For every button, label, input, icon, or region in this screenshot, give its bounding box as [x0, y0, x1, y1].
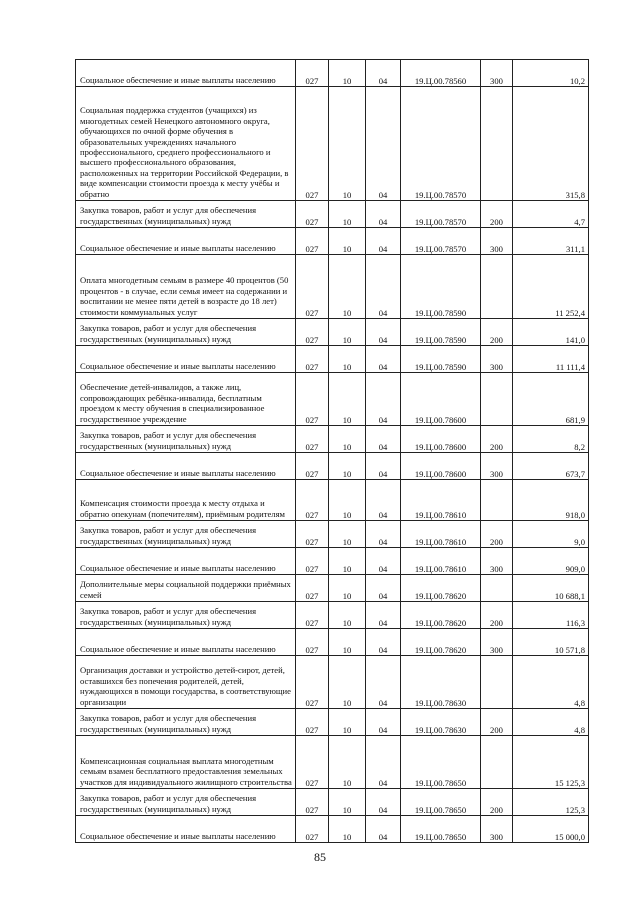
row-section-code: 10: [329, 228, 366, 255]
row-target-article: 19.Ц.00.78600: [401, 453, 481, 480]
row-section-code: 10: [329, 789, 366, 816]
row-expense-type: [481, 373, 513, 426]
row-ved-code: 027: [296, 602, 329, 629]
row-expense-type: 300: [481, 346, 513, 373]
row-amount: 11 111,4: [513, 346, 589, 373]
row-name: Социальное обеспечение и иные выплаты населению: [76, 629, 296, 656]
row-section-code: 10: [329, 346, 366, 373]
row-subsection-code: 04: [366, 255, 401, 319]
row-name: Закупка товаров, работ и услуг для обеспечения государственных (муниципальных) нужд: [76, 319, 296, 346]
row-subsection-code: 04: [366, 373, 401, 426]
row-name: Компенсация стоимости проезда к месту отдыха и обратно опекунам (попечителям), приёмным родителям: [76, 480, 296, 521]
row-subsection-code: 04: [366, 602, 401, 629]
row-section-code: 10: [329, 602, 366, 629]
table-row: [76, 346, 589, 373]
row-ved-code: 027: [296, 453, 329, 480]
row-section-code: 10: [329, 319, 366, 346]
row-amount: 125,3: [513, 789, 589, 816]
row-section-code: 10: [329, 629, 366, 656]
row-ved-code: 027: [296, 548, 329, 575]
row-target-article: 19.Ц.00.78650: [401, 816, 481, 843]
row-section-code: 10: [329, 60, 366, 87]
row-ved-code: 027: [296, 255, 329, 319]
row-amount: 116,3: [513, 602, 589, 629]
row-target-article: 19.Ц.00.78610: [401, 480, 481, 521]
table-row: [76, 87, 589, 201]
row-target-article: 19.Ц.00.78590: [401, 255, 481, 319]
table-row: [76, 426, 589, 453]
table-row: [76, 373, 589, 426]
row-name: Социальное обеспечение и иные выплаты населению: [76, 346, 296, 373]
row-subsection-code: 04: [366, 736, 401, 789]
row-ved-code: 027: [296, 709, 329, 736]
row-target-article: 19.Ц.00.78620: [401, 575, 481, 602]
row-amount: 10,2: [513, 60, 589, 87]
table-row: [76, 319, 589, 346]
row-ved-code: 027: [296, 521, 329, 548]
row-subsection-code: 04: [366, 521, 401, 548]
row-ved-code: 027: [296, 60, 329, 87]
row-expense-type: [481, 480, 513, 521]
table-row: [76, 816, 589, 843]
row-expense-type: 300: [481, 548, 513, 575]
table-row: [76, 656, 589, 709]
row-section-code: 10: [329, 453, 366, 480]
row-subsection-code: 04: [366, 548, 401, 575]
row-target-article: 19.Ц.00.78610: [401, 521, 481, 548]
row-ved-code: 027: [296, 346, 329, 373]
row-expense-type: 200: [481, 789, 513, 816]
row-ved-code: 027: [296, 480, 329, 521]
row-ved-code: 027: [296, 575, 329, 602]
row-amount: 909,0: [513, 548, 589, 575]
row-name: Социальное обеспечение и иные выплаты населению: [76, 228, 296, 255]
row-ved-code: 027: [296, 656, 329, 709]
row-ved-code: 027: [296, 426, 329, 453]
row-target-article: 19.Ц.00.78650: [401, 789, 481, 816]
row-amount: 9,0: [513, 521, 589, 548]
row-name: Закупка товаров, работ и услуг для обеспечения государственных (муниципальных) нужд: [76, 521, 296, 548]
row-section-code: 10: [329, 548, 366, 575]
row-amount: 10 688,1: [513, 575, 589, 602]
row-section-code: 10: [329, 480, 366, 521]
row-amount: 15 125,3: [513, 736, 589, 789]
budget-table: [75, 59, 589, 843]
row-name: Закупка товаров, работ и услуг для обеспечения государственных (муниципальных) нужд: [76, 201, 296, 228]
row-ved-code: 027: [296, 373, 329, 426]
row-name: Организация доставки и устройство детей-сирот, детей, оставшихся без попечения родителей, детей, нуждающихся в помощи государства, в соответствующие организации: [76, 656, 296, 709]
row-expense-type: 300: [481, 629, 513, 656]
table-row: [76, 575, 589, 602]
row-ved-code: 027: [296, 736, 329, 789]
row-section-code: 10: [329, 201, 366, 228]
row-section-code: 10: [329, 255, 366, 319]
table-row: [76, 548, 589, 575]
table-row: [76, 60, 589, 87]
row-section-code: 10: [329, 656, 366, 709]
row-subsection-code: 04: [366, 575, 401, 602]
row-name: Дополнительные меры социальной поддержки приёмных семей: [76, 575, 296, 602]
table-row: [76, 789, 589, 816]
row-target-article: 19.Ц.00.78600: [401, 426, 481, 453]
row-expense-type: 200: [481, 201, 513, 228]
row-section-code: 10: [329, 709, 366, 736]
row-amount: 4,8: [513, 709, 589, 736]
row-name: Социальное обеспечение и иные выплаты населению: [76, 453, 296, 480]
row-name: Социальное обеспечение и иные выплаты населению: [76, 548, 296, 575]
row-target-article: 19.Ц.00.78610: [401, 548, 481, 575]
row-amount: 11 252,4: [513, 255, 589, 319]
row-subsection-code: 04: [366, 629, 401, 656]
row-ved-code: 027: [296, 228, 329, 255]
row-name: Закупка товаров, работ и услуг для обеспечения государственных (муниципальных) нужд: [76, 789, 296, 816]
row-expense-type: 200: [481, 709, 513, 736]
row-name: Социальная поддержка студентов (учащихся) из многодетных семей Ненецкого автономного округа, обучающихся по очной форме обучения в образовательных учреждениях начального профессионального, среднего профессионального и высшего профессионального образования, расположенных на территории Российской Федерации, в виде компенсации стоимости проезда к месту учёбы и обратно: [76, 87, 296, 201]
row-section-code: 10: [329, 521, 366, 548]
row-section-code: 10: [329, 87, 366, 201]
row-amount: 315,8: [513, 87, 589, 201]
row-expense-type: 300: [481, 816, 513, 843]
row-expense-type: 200: [481, 602, 513, 629]
row-expense-type: 200: [481, 319, 513, 346]
row-expense-type: [481, 87, 513, 201]
table-row: [76, 629, 589, 656]
row-target-article: 19.Ц.00.78590: [401, 319, 481, 346]
row-section-code: 10: [329, 426, 366, 453]
row-subsection-code: 04: [366, 656, 401, 709]
row-subsection-code: 04: [366, 87, 401, 201]
row-target-article: 19.Ц.00.78620: [401, 629, 481, 656]
row-subsection-code: 04: [366, 789, 401, 816]
row-subsection-code: 04: [366, 816, 401, 843]
row-expense-type: 200: [481, 426, 513, 453]
table-row: [76, 255, 589, 319]
row-name: Оплата многодетным семьям в размере 40 процентов (50 процентов - в случае, если семья имеет на содержании и воспитании не менее пяти детей в возрасте до 18 лет) стоимости коммунальных услуг: [76, 255, 296, 319]
row-ved-code: 027: [296, 201, 329, 228]
row-target-article: 19.Ц.00.78590: [401, 346, 481, 373]
table-row: [76, 602, 589, 629]
row-target-article: 19.Ц.00.78600: [401, 373, 481, 426]
row-amount: 10 571,8: [513, 629, 589, 656]
row-subsection-code: 04: [366, 480, 401, 521]
row-expense-type: [481, 575, 513, 602]
row-target-article: 19.Ц.00.78560: [401, 60, 481, 87]
row-amount: 4,7: [513, 201, 589, 228]
row-name: Компенсационная социальная выплата многодетным семьям взамен бесплатного предоставления земельных участков для индивидуального жилищного строительства: [76, 736, 296, 789]
row-amount: 8,2: [513, 426, 589, 453]
row-expense-type: [481, 255, 513, 319]
row-amount: 681,9: [513, 373, 589, 426]
table-row: [76, 709, 589, 736]
row-amount: 4,8: [513, 656, 589, 709]
row-section-code: 10: [329, 373, 366, 426]
table-row: [76, 521, 589, 548]
row-amount: 141,0: [513, 319, 589, 346]
row-ved-code: 027: [296, 319, 329, 346]
row-target-article: 19.Ц.00.78620: [401, 602, 481, 629]
row-expense-type: [481, 736, 513, 789]
row-section-code: 10: [329, 575, 366, 602]
row-name: Социальное обеспечение и иные выплаты населению: [76, 60, 296, 87]
row-amount: 673,7: [513, 453, 589, 480]
row-section-code: 10: [329, 736, 366, 789]
budget-table-body: [76, 60, 589, 843]
row-name: Обеспечение детей-инвалидов, а также лиц, сопровождающих ребёнка-инвалида, бесплатным проездом к месту обучения в специализированное государственное учреждение: [76, 373, 296, 426]
budget-table-container: [75, 59, 588, 843]
row-subsection-code: 04: [366, 60, 401, 87]
row-subsection-code: 04: [366, 319, 401, 346]
row-ved-code: 027: [296, 789, 329, 816]
row-ved-code: 027: [296, 816, 329, 843]
row-expense-type: 200: [481, 521, 513, 548]
table-row: [76, 201, 589, 228]
row-expense-type: 300: [481, 60, 513, 87]
row-amount: 918,0: [513, 480, 589, 521]
row-target-article: 19.Ц.00.78570: [401, 228, 481, 255]
row-target-article: 19.Ц.00.78570: [401, 201, 481, 228]
row-subsection-code: 04: [366, 228, 401, 255]
row-subsection-code: 04: [366, 201, 401, 228]
row-subsection-code: 04: [366, 426, 401, 453]
row-name: Закупка товаров, работ и услуг для обеспечения государственных (муниципальных) нужд: [76, 602, 296, 629]
row-section-code: 10: [329, 816, 366, 843]
row-target-article: 19.Ц.00.78570: [401, 87, 481, 201]
row-subsection-code: 04: [366, 346, 401, 373]
row-expense-type: 300: [481, 453, 513, 480]
row-subsection-code: 04: [366, 709, 401, 736]
row-ved-code: 027: [296, 629, 329, 656]
row-target-article: 19.Ц.00.78630: [401, 709, 481, 736]
table-row: [76, 736, 589, 789]
row-target-article: 19.Ц.00.78630: [401, 656, 481, 709]
row-name: Закупка товаров, работ и услуг для обеспечения государственных (муниципальных) нужд: [76, 426, 296, 453]
row-amount: 311,1: [513, 228, 589, 255]
row-name: Социальное обеспечение и иные выплаты населению: [76, 816, 296, 843]
row-ved-code: 027: [296, 87, 329, 201]
page-number: 85: [314, 850, 326, 864]
row-name: Закупка товаров, работ и услуг для обеспечения государственных (муниципальных) нужд: [76, 709, 296, 736]
table-row: [76, 228, 589, 255]
table-row: [76, 453, 589, 480]
row-expense-type: [481, 656, 513, 709]
row-amount: 15 000,0: [513, 816, 589, 843]
row-subsection-code: 04: [366, 453, 401, 480]
table-row: [76, 480, 589, 521]
row-target-article: 19.Ц.00.78650: [401, 736, 481, 789]
row-expense-type: 300: [481, 228, 513, 255]
